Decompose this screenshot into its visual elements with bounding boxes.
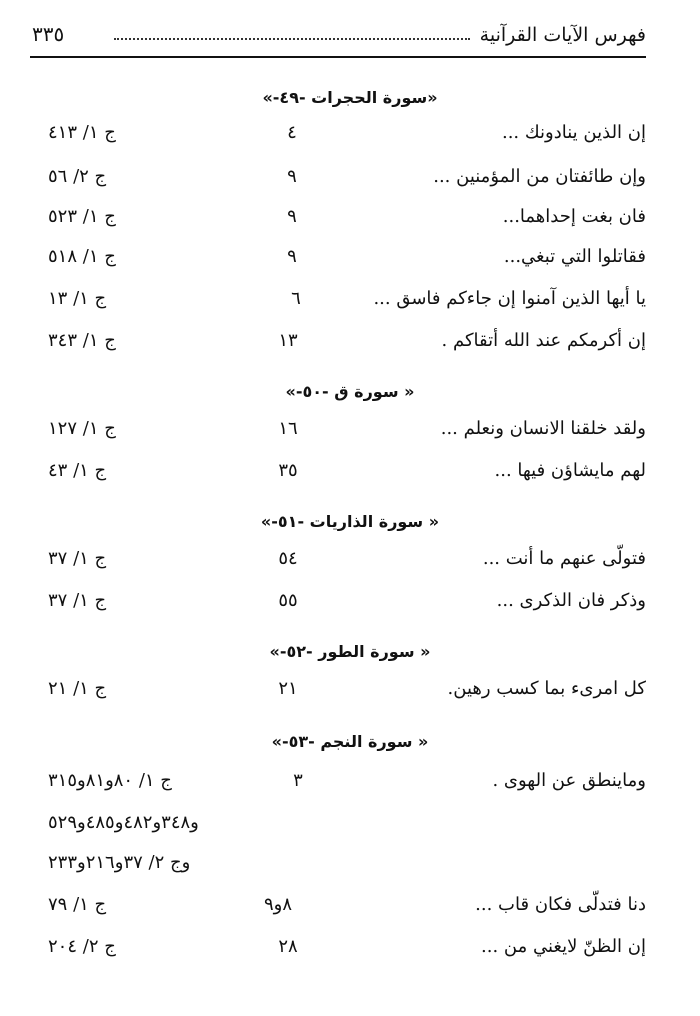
- index-row: [0, 548, 700, 578]
- index-row: [0, 206, 700, 236]
- volume-page-ref: ج ١/ ١٢٧: [48, 418, 116, 439]
- verse-number: ٥٤: [278, 548, 298, 569]
- page-number: ٣٣٥: [32, 22, 65, 46]
- volume-page-ref: و٣٤٨و٤٨٢و٤٨٥و٥٢٩: [48, 812, 199, 833]
- verse-number: ٢٨: [278, 936, 298, 957]
- index-row: [0, 418, 700, 448]
- verse-number: ٩: [287, 246, 297, 267]
- sura-heading: «سورة الحجرات -٤٩-»: [262, 88, 438, 107]
- verse-number: ٥٥: [278, 590, 298, 611]
- index-row: [0, 460, 700, 490]
- verse-number: ٩: [287, 206, 297, 227]
- verse-number: ٨و٩: [263, 894, 293, 915]
- volume-page-ref: ج ١/ ١٣: [48, 288, 107, 309]
- verse-text: إن الذين ينادونك ...: [501, 122, 646, 143]
- sura-heading: « سورة الذاريات -٥١-»: [260, 512, 440, 531]
- verse-number: ١٦: [278, 418, 298, 439]
- index-row-continuation: [0, 812, 700, 842]
- volume-page-ref: ج ١/ ٤٣: [48, 460, 107, 481]
- index-row: [0, 678, 700, 708]
- verse-text: ولقد خلقنا الانسان ونعلم ...: [440, 418, 646, 439]
- verse-text: وذكر فان الذكرى ...: [496, 590, 646, 611]
- index-row: [0, 330, 700, 360]
- verse-number: ٦: [291, 288, 301, 309]
- volume-page-ref: ج ١/ ٢١: [48, 678, 107, 699]
- index-row: [0, 894, 700, 924]
- volume-page-ref: ج ١/ ٣٧: [48, 590, 107, 611]
- verse-text: فقاتلوا التي تبغي...: [503, 246, 646, 267]
- index-row-continuation: [0, 852, 700, 882]
- index-row: [0, 166, 700, 196]
- header-title: فهرس الآيات القرآنية: [479, 24, 646, 46]
- volume-page-ref: ج ١/ ٨٠و٨١و٣١٥: [48, 770, 172, 791]
- verse-text: لهم مايشاؤن فيها ...: [494, 460, 646, 481]
- verse-text: إن الظنّ لايغني من ...: [481, 936, 646, 957]
- sura-heading: « سورة الطور -٥٢-»: [269, 642, 431, 661]
- volume-page-ref: ج ١/ ٣٧: [48, 548, 107, 569]
- verse-text: وماينطق عن الهوى .: [492, 770, 646, 791]
- verse-number: ١٣: [278, 330, 298, 351]
- verse-text: كل امرىء بما كسب رهين.: [447, 678, 646, 699]
- verse-text: إن أكرمكم عند الله أتقاكم .: [441, 330, 646, 351]
- volume-page-ref: ج ١/ ٧٩: [48, 894, 107, 915]
- volume-page-ref: ج ٢/ ٢٠٤: [48, 936, 116, 957]
- sura-heading: « سورة النجم -٥٣-»: [271, 732, 429, 751]
- page-header: [30, 22, 646, 58]
- volume-page-ref: ج ١/ ٣٤٣: [48, 330, 116, 351]
- volume-page-ref: ج ١/ ٥٢٣: [48, 206, 116, 227]
- header-dot-leader: [114, 38, 470, 40]
- index-row: [0, 936, 700, 966]
- verse-text: فان بغت إحداهما...: [502, 206, 646, 227]
- index-row: [0, 246, 700, 276]
- index-row: [0, 770, 700, 800]
- verse-number: ٩: [287, 166, 297, 187]
- volume-page-ref: ج ١/ ٥١٨: [48, 246, 116, 267]
- verse-text: وإن طائفتان من المؤمنين ...: [433, 166, 646, 187]
- verse-number: ٣: [293, 770, 303, 791]
- verse-number: ٤: [287, 122, 297, 143]
- verse-text: فتولّى عنهم ما أنت ...: [482, 548, 646, 569]
- verse-text: دنا فتدلّى فكان قاب ...: [475, 894, 646, 915]
- volume-page-ref: ج ١/ ٤١٣: [48, 122, 116, 143]
- verse-number: ٣٥: [278, 460, 298, 481]
- index-row: [0, 122, 700, 152]
- verse-text: يا أيها الذين آمنوا إن جاءكم فاسق ...: [373, 288, 646, 309]
- index-row: [0, 590, 700, 620]
- volume-page-ref: ج ٢/ ٥٦: [48, 166, 107, 187]
- volume-page-ref: وج ٢/ ٣٧و٢١٦و٢٣٣: [48, 852, 191, 873]
- sura-heading: « سورة ق -٥٠-»: [285, 382, 415, 401]
- index-row: [0, 288, 700, 318]
- verse-number: ٢١: [278, 678, 298, 699]
